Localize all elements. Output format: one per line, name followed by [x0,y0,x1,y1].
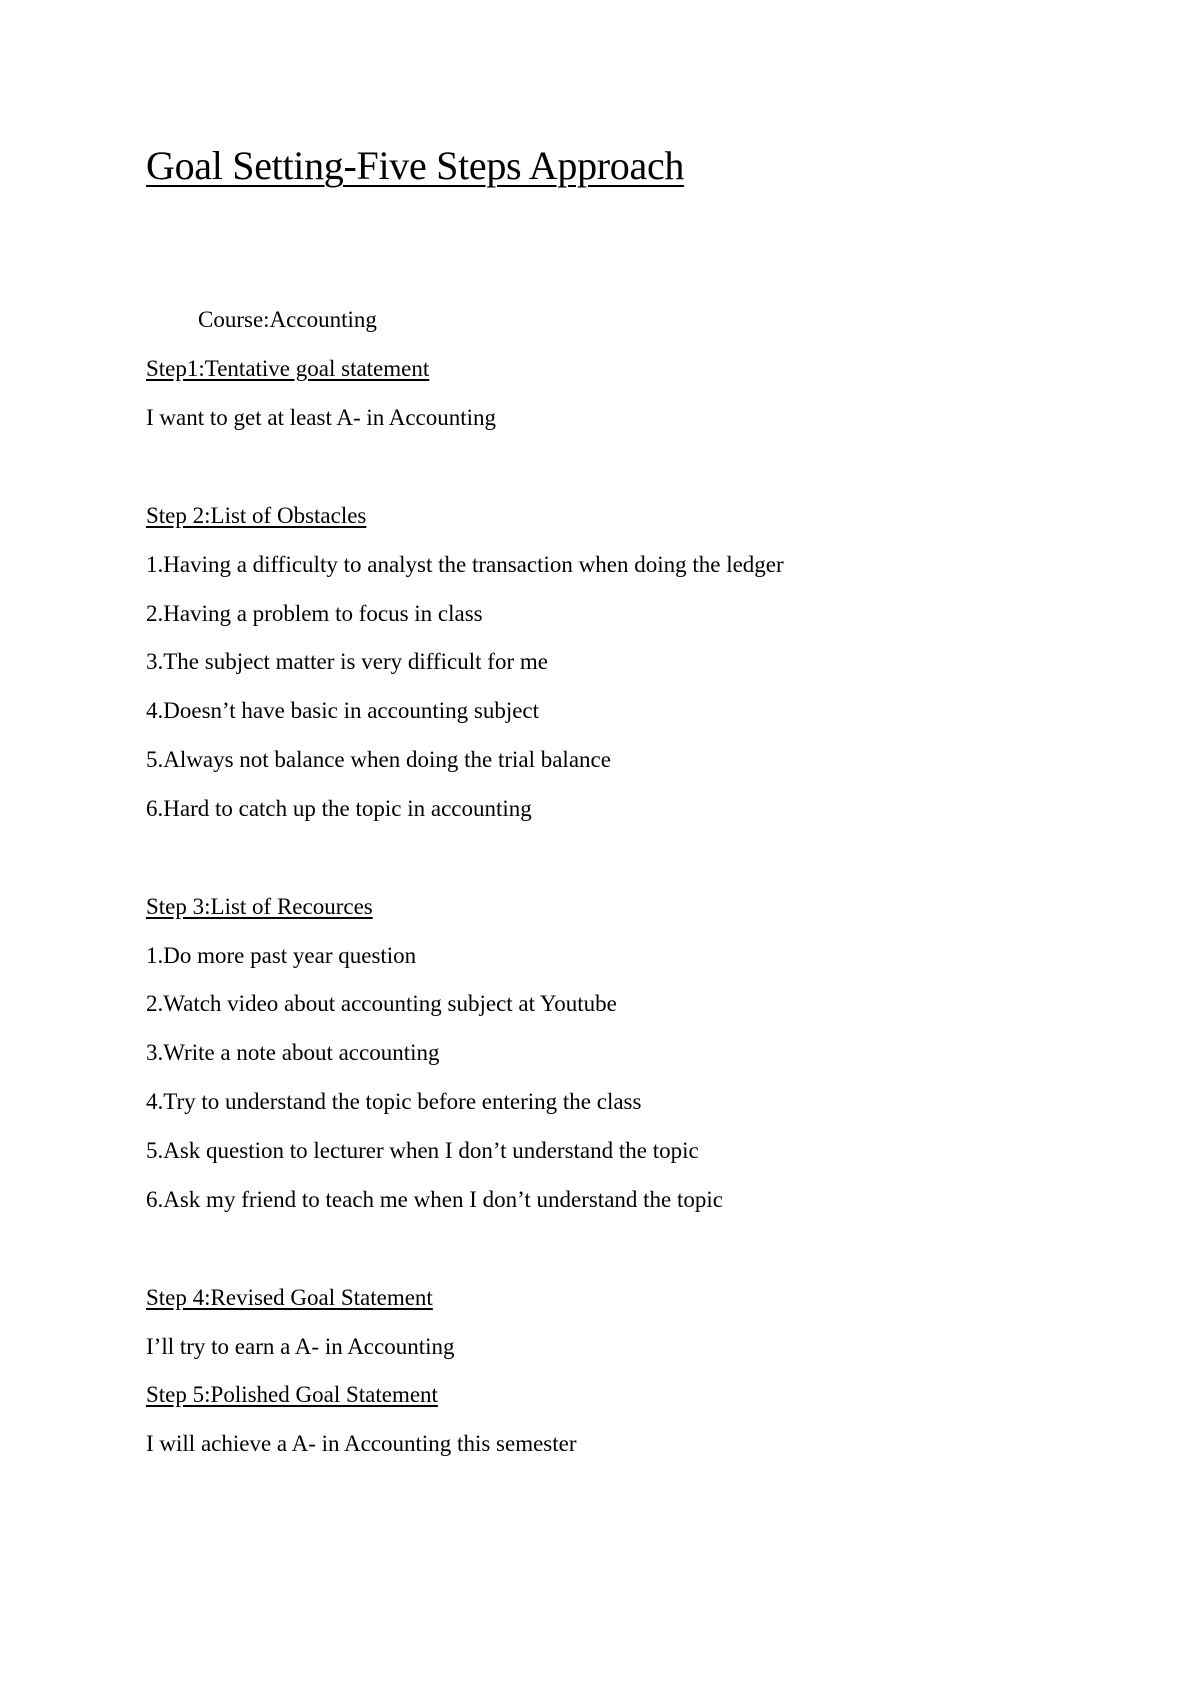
resource-item-4: 4.Try to understand the topic before entering the class [146,1089,642,1114]
obstacle-item-5: 5.Always not balance when doing the trial balance [146,747,611,772]
obstacle-item-6: 6.Hard to catch up the topic in accounting [146,796,532,821]
obstacle-item-2: 2.Having a problem to focus in class [146,601,483,626]
step4-text: I’ll try to earn a A- in Accounting [146,1334,455,1359]
course-label: Course:Accounting [198,307,377,332]
resource-item-5: 5.Ask question to lecturer when I don’t understand the topic [146,1138,699,1163]
obstacle-item-1: 1.Having a difficulty to analyst the transaction when doing the ledger [146,552,784,577]
step1-heading: Step1:Tentative goal statement [146,356,430,381]
obstacle-item-4: 4.Doesn’t have basic in accounting subject [146,698,540,723]
step1-text: I want to get at least A- in Accounting [146,405,497,430]
resource-item-6: 6.Ask my friend to teach me when I don’t understand the topic [146,1187,723,1212]
step4-heading: Step 4:Revised Goal Statement [146,1285,433,1310]
resource-item-3: 3.Write a note about accounting [146,1040,440,1065]
obstacle-item-3: 3.The subject matter is very difficult for me [146,649,548,674]
step2-heading: Step 2:List of Obstacles [146,503,367,528]
step3-heading: Step 3:List of Recources [146,894,373,919]
document-title: Goal Setting-Five Steps Approach [146,143,685,188]
resource-item-2: 2.Watch video about accounting subject at Youtube [146,991,617,1016]
resource-item-1: 1.Do more past year question [146,943,417,968]
step5-heading: Step 5:Polished Goal Statement [146,1382,438,1407]
step5-text: I will achieve a A- in Accounting this semester [146,1431,577,1456]
